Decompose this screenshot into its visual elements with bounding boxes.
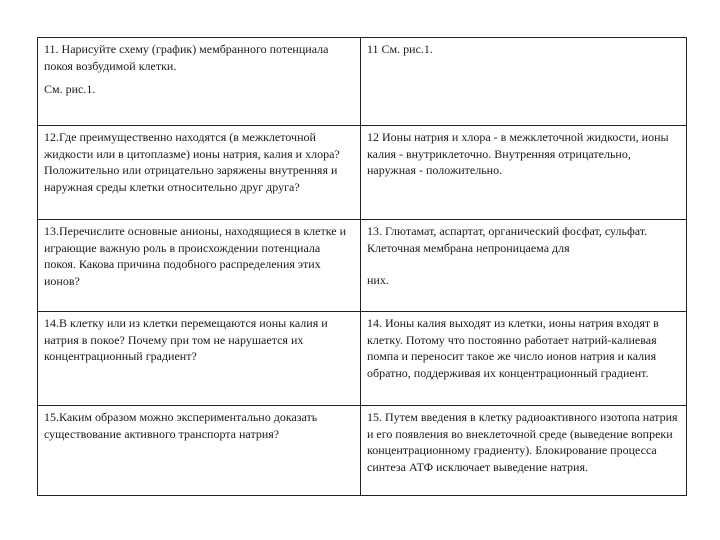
question-cell [38, 126, 361, 220]
answer-cell [361, 312, 687, 406]
question-text: 14.В клетку или из клетки перемещаются ионы калия и натрия в покое? Почему при том не нарушается их концентрационный градиент? [44, 316, 328, 363]
question-cell [38, 38, 361, 126]
answer-note: них. [367, 273, 389, 287]
table-row [38, 38, 687, 126]
answer-text: 15. Путем введения в клетку радиоактивного изотопа натрия и его появления во внеклеточной среде (выведение вопреки концентрационному градиенту). Блокирование процесса синтеза АТФ исключает выведение натрия. [367, 410, 678, 474]
table-row [38, 220, 687, 312]
answer-cell [361, 220, 687, 312]
answer-text: 13. Глютамат, аспартат, органический фосфат, сульфат. Клеточная мембрана непроницаема для [367, 224, 648, 255]
qa-table [37, 37, 687, 496]
question-cell [38, 312, 361, 406]
table-row [38, 126, 687, 220]
question-text: 11. Нарисуйте схему (график) мембранного потенциала покоя возбудимой клетки. [44, 42, 329, 73]
question-note: См. рис.1. [44, 82, 96, 96]
answer-cell [361, 126, 687, 220]
answer-cell [361, 38, 687, 126]
table-row [38, 406, 687, 496]
question-text: 13.Перечислите основные анионы, находящиеся в клетке и играющие важную роль в происхождении потенциала покоя. Какова причина подобного распределения этих ионов? [44, 224, 346, 288]
answer-text: 14. Ионы калия выходят из клетки, ионы натрия входят в клетку. Потому что постоянно работает натрий-калиевая помпа и переносит такое же число ионов натрия и калия обратно, поддерживая их концентрационный градиент. [367, 316, 659, 380]
question-text: 15.Каким образом можно экспериментально доказать существование активного транспорта натрия? [44, 410, 318, 441]
question-cell [38, 406, 361, 496]
question-text: 12.Где преимущественно находятся (в межклеточной жидкости или в цитоплазме) ионы натрия, калия и хлора? Положительно или отрицательно заряжены внутренняя и наружная среды клетки относительно друг друга? [44, 130, 340, 194]
answer-cell [361, 406, 687, 496]
question-cell [38, 220, 361, 312]
answer-text: 12 Ионы натрия и хлора - в межклеточной жидкости, ионы калия - внутриклеточно. Внутренняя отрицательно, наружная - положительно. [367, 130, 669, 177]
answer-text: 11 См. рис.1. [367, 42, 433, 56]
table-row [38, 312, 687, 406]
